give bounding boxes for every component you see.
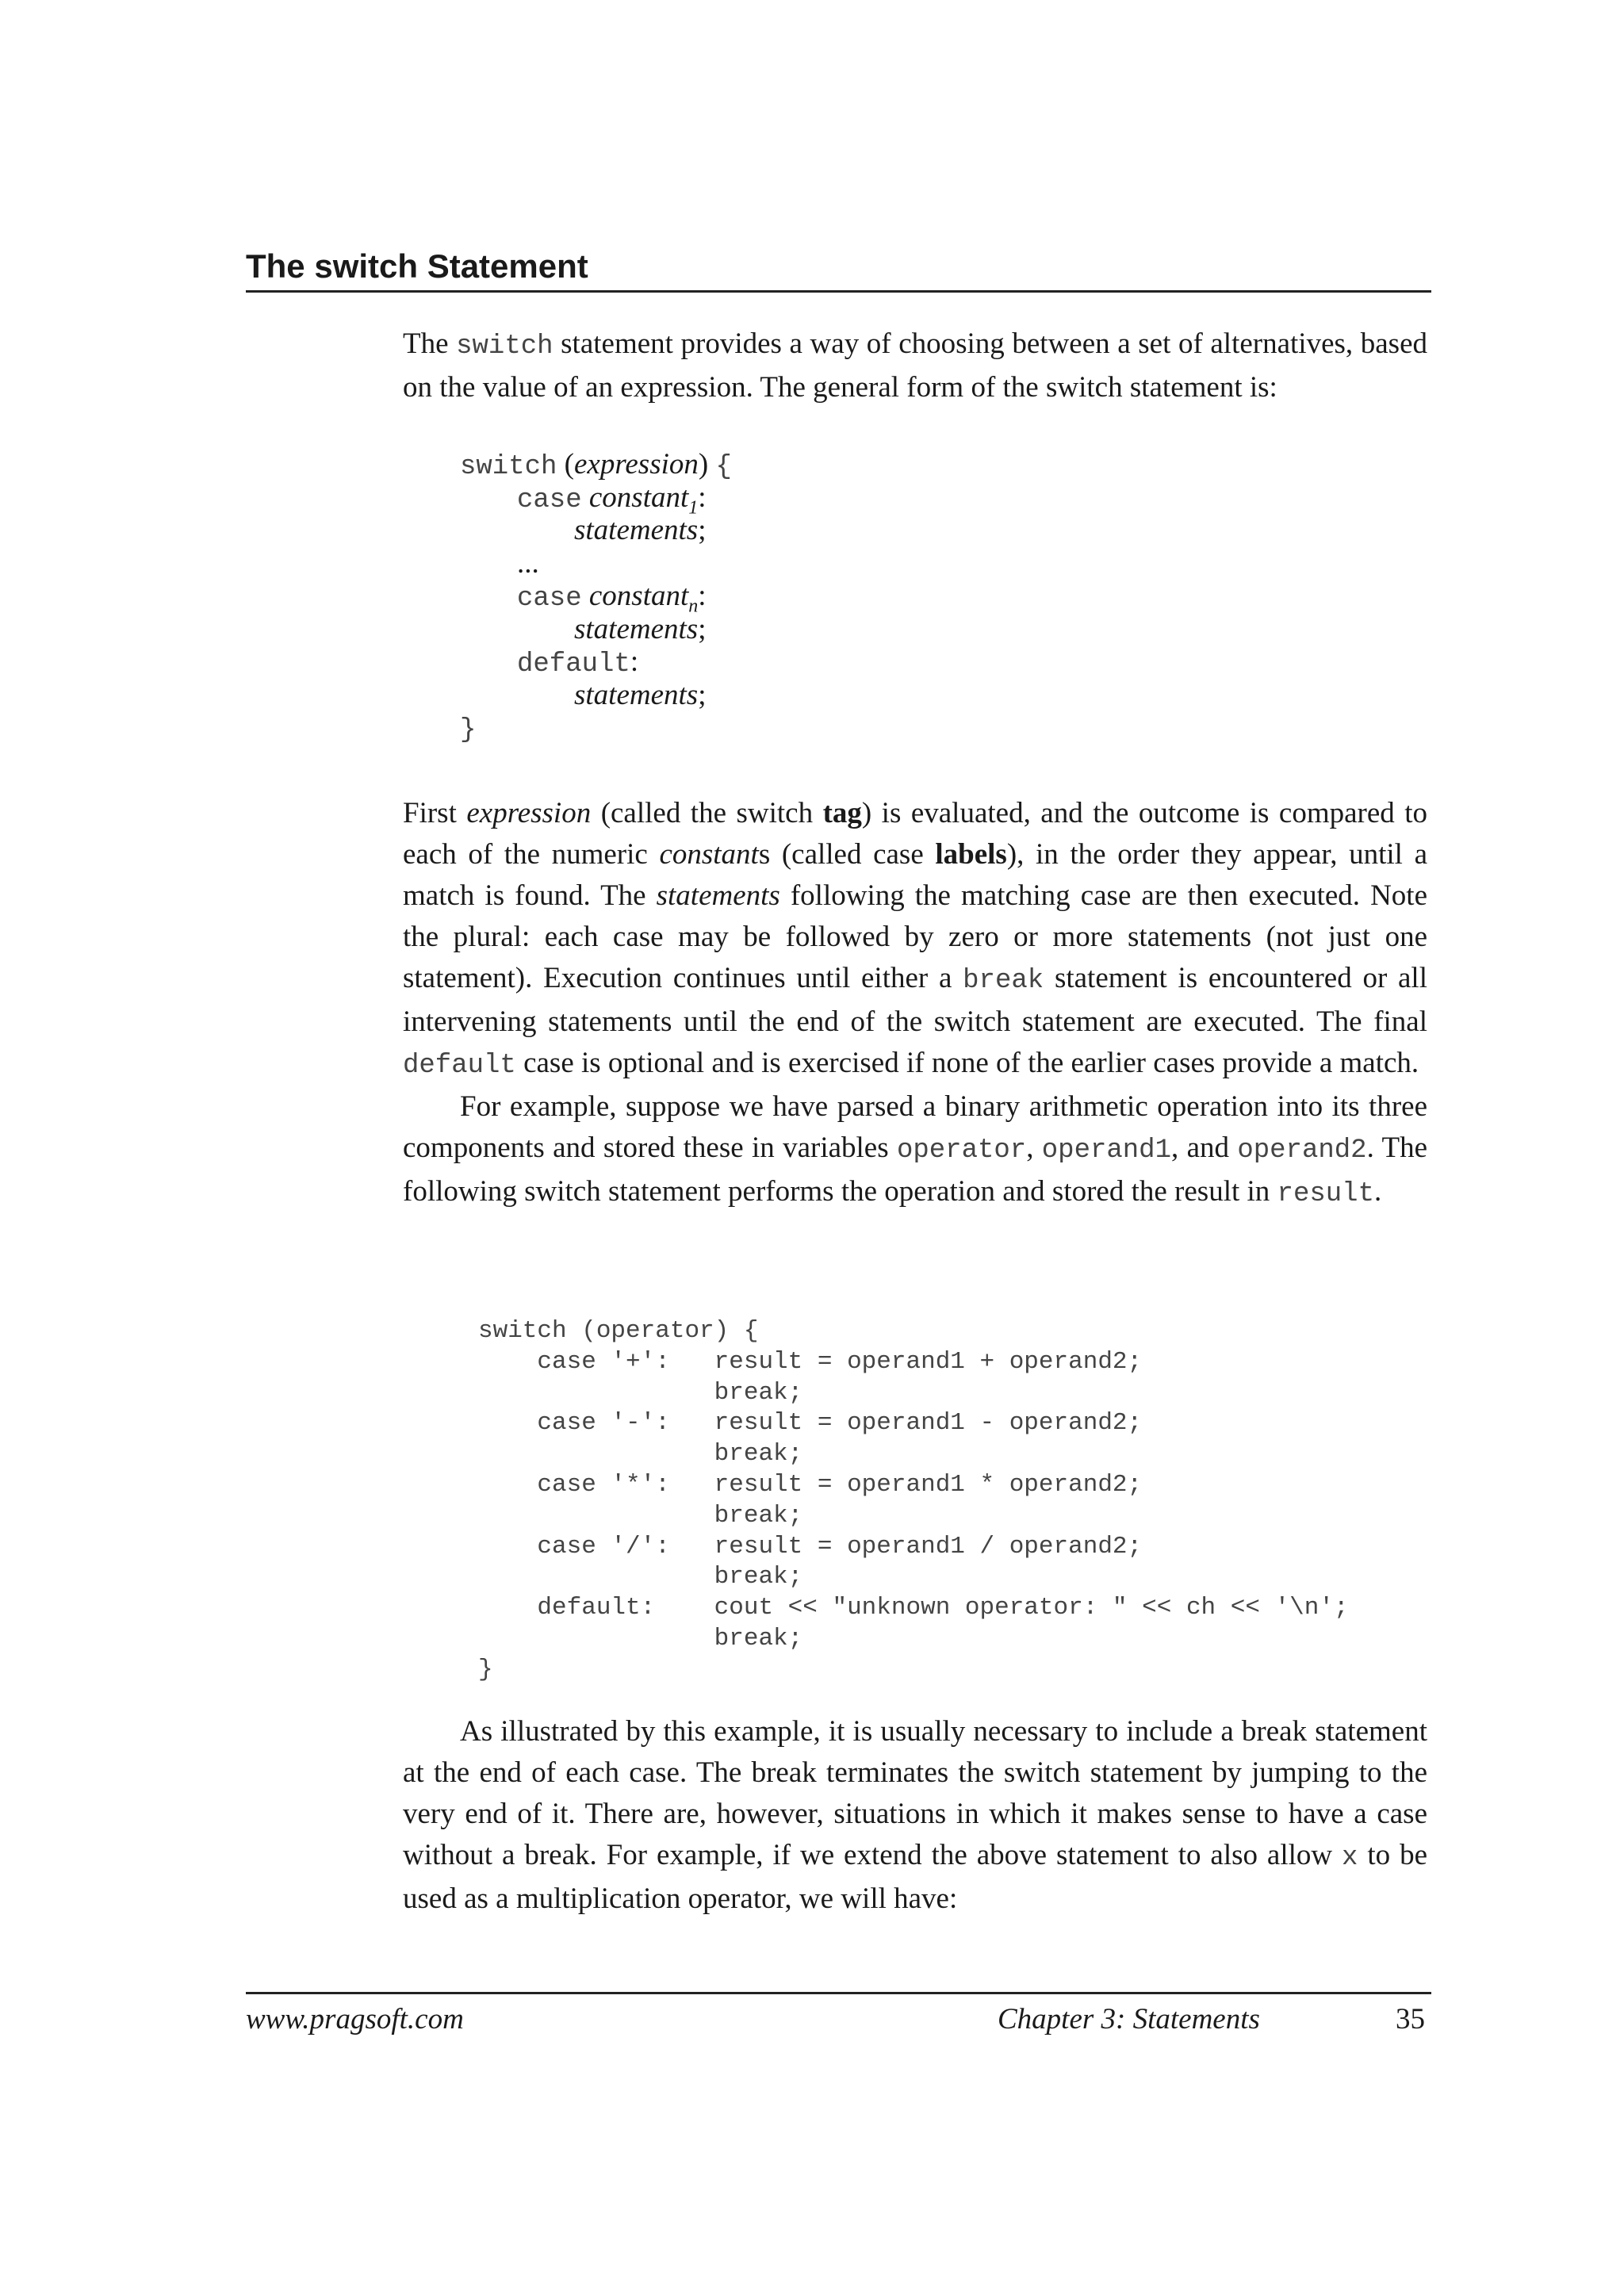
inline-code: operand2 xyxy=(1237,1136,1367,1166)
form-line: } xyxy=(460,715,477,745)
form-line: case constant$_1$: xyxy=(517,481,707,518)
code-line: case '-': result = operand1 - operand2; xyxy=(478,1409,1143,1438)
form-line: case constant$_n$: xyxy=(517,580,707,617)
code-line: break; xyxy=(478,1378,803,1407)
inline-code: x xyxy=(1342,1843,1358,1873)
code-line: break; xyxy=(478,1501,803,1530)
form-line: statements; xyxy=(574,678,707,711)
explanation-paragraphs xyxy=(403,793,1427,1215)
inline-code: default xyxy=(403,1051,516,1081)
code-line: break; xyxy=(478,1624,803,1653)
code-line: case '+': result = operand1 + operand2; xyxy=(478,1347,1143,1376)
code-line: break; xyxy=(478,1563,803,1591)
inline-code: result xyxy=(1277,1179,1374,1209)
intro-paragraph: The switch statement provides a way of choosing between a set of alternatives, based on the value of an expression. The general form of the switch statement is: xyxy=(403,327,1427,404)
paragraph: For example, suppose we have parsed a binary arithmetic operation into its three components and stored these in variables operator, operand1, and operand2. The following switch statement performs the operation and stored the result in result. xyxy=(403,1090,1427,1209)
form-line: switch (expression) { xyxy=(460,448,732,482)
inline-code: operand1 xyxy=(1041,1136,1171,1166)
code-line: switch (operator) { xyxy=(478,1317,759,1345)
code-line: break; xyxy=(478,1440,803,1469)
inline-code: operator xyxy=(896,1136,1027,1166)
form-line: ... xyxy=(517,546,539,580)
closing-paragraph: As illustrated by this example, it is usually necessary to include a break statement at the end of each case. The break terminates the switch statement by jumping to the very end of it. There are, however, situations in which it makes sense to have a case without a break. For example, if we extend the above statement to also allow x to be used as a multiplication operator, we will have: xyxy=(403,1715,1427,1915)
footer-rule xyxy=(246,1992,1431,1994)
code-example-block xyxy=(478,1316,1349,1686)
footer-url: www.pragsoft.com xyxy=(246,2003,464,2035)
footer-chapter: Chapter 3: Statements xyxy=(998,2003,1260,2035)
form-line: default: xyxy=(517,645,639,680)
page-number: 35 xyxy=(1396,2003,1425,2035)
form-line: statements; xyxy=(574,612,707,645)
inline-code: switch xyxy=(456,331,553,362)
code-line: case '*': result = operand1 * operand2; xyxy=(478,1470,1143,1499)
code-line: default: cout << "unknown operator: " << ch << '\n'; xyxy=(478,1594,1349,1622)
form-line: statements; xyxy=(574,514,707,546)
code-line: case '/': result = operand1 / operand2; xyxy=(478,1532,1143,1561)
section-heading: The switch Statement xyxy=(246,244,1431,293)
general-form-block xyxy=(460,448,732,745)
paragraph: First expression (called the switch tag) is evaluated, and the outcome is compared to each of the numeric constants (called case labels), in the order they appear, until a match is found. The statements following the matching case are then executed. Note the plural: each case may be followed by zero or more statements (not just one statement). Execution continues until either a break statement is encountered or all intervening statements until the end of the switch statement are executed. The final default case is optional and is exercised if none of the earlier cases provide a match. xyxy=(403,797,1428,1081)
inline-code: break xyxy=(963,966,1044,996)
code-line: } xyxy=(478,1655,493,1683)
